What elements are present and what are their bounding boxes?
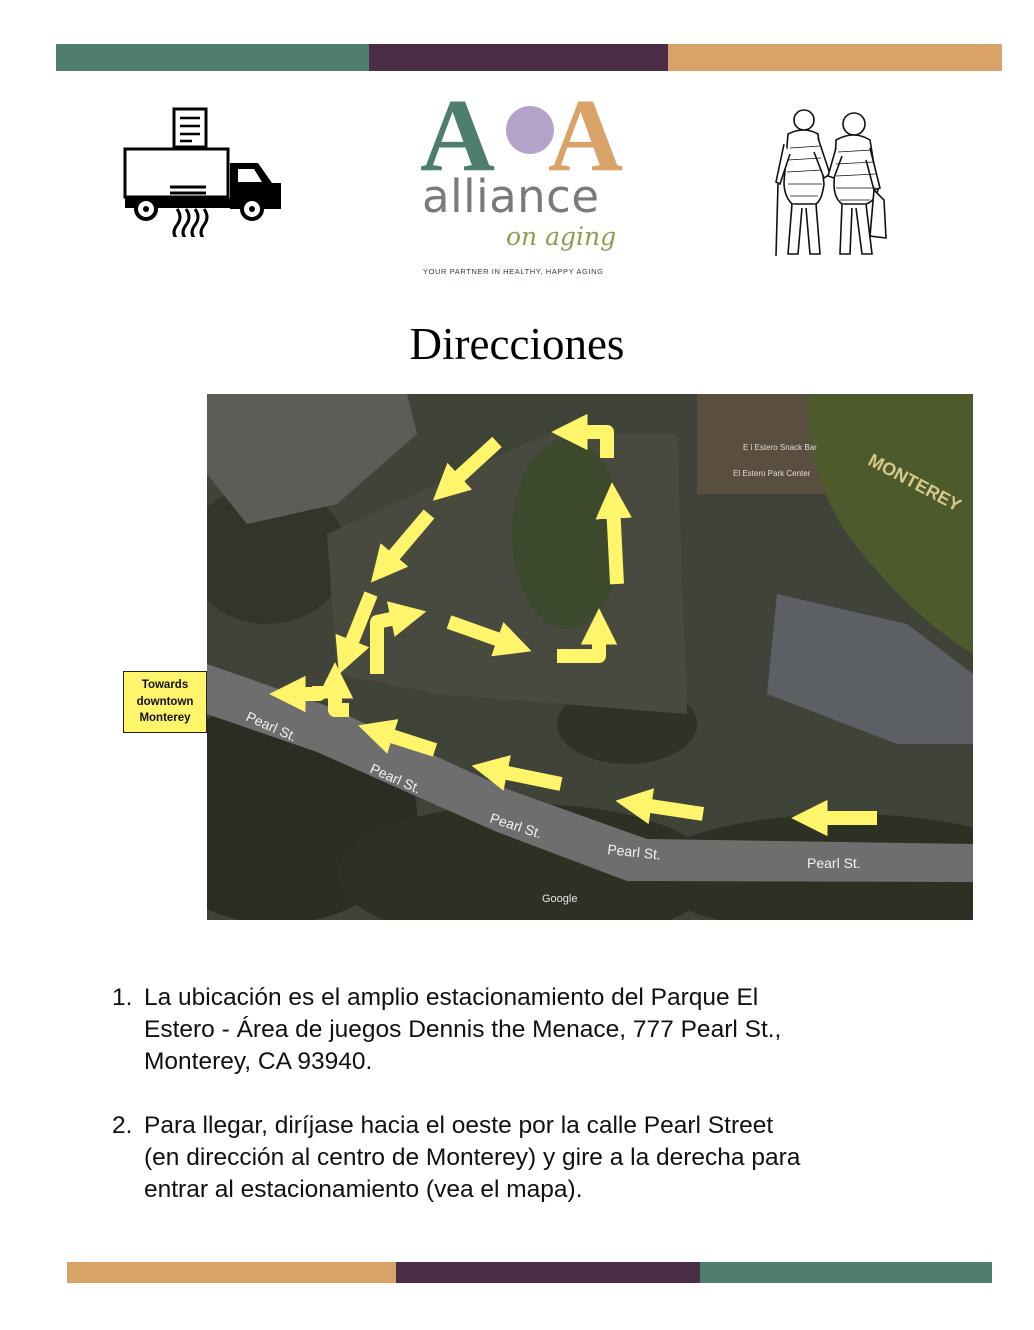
logo-on-aging-text: on aging: [506, 222, 617, 251]
direction-line: (en dirección al centro de Monterey) y gire a la derecha para: [144, 1144, 801, 1171]
top-color-bar: [56, 44, 1002, 71]
map-street-label: Pearl St.: [488, 809, 545, 842]
elderly-couple-walking-illustration: [766, 104, 894, 262]
map-field-text: MONTEREY: [865, 449, 965, 516]
bottom-bar-plum: [396, 1262, 700, 1283]
top-bar-plum: [369, 44, 668, 71]
direction-item: [112, 982, 932, 1078]
logo-letter-o: o: [512, 150, 513, 151]
direction-line: Estero - Área de juegos Dennis the Menace, 777 Pearl St.,: [144, 1016, 782, 1043]
direction-number: 1.: [112, 984, 133, 1011]
map-street-label: Pearl St.: [243, 708, 300, 745]
page-title: Direcciones: [409, 319, 625, 369]
map-street-label: Pearl St.: [606, 841, 662, 863]
delivery-truck-icon: [122, 105, 284, 237]
map-google-watermark: Google: [542, 893, 578, 905]
logo-tagline: YOUR PARTNER IN HEALTHY, HAPPY AGING: [423, 267, 604, 276]
logo-letter-a-left: A: [420, 88, 496, 178]
logo-o-shape: [506, 106, 554, 154]
bottom-bar-tan: [67, 1262, 396, 1283]
map-street-label: Pearl St.: [367, 760, 424, 797]
direction-number: 2.: [112, 1112, 133, 1139]
directions-list: [112, 982, 932, 1206]
logo-alliance-text: alliance: [422, 170, 600, 223]
direction-line: entrar al estacionamiento (vea el mapa).: [144, 1176, 583, 1203]
direction-arrow: [613, 504, 617, 584]
aoa-letters: [418, 88, 640, 178]
top-bar-tan: [668, 44, 1002, 71]
map-callout-downtown: Towards downtown Monterey: [123, 671, 207, 733]
direction-line: La ubicación es el amplio estacionamiento del Parque El: [144, 984, 759, 1011]
aoa-logo: [418, 88, 640, 284]
bottom-bar-teal: [700, 1262, 992, 1283]
top-bar-teal: [56, 44, 369, 71]
direction-arrow: [637, 804, 703, 814]
map-poi-label: E l Estero Snack Bar: [743, 443, 817, 452]
aerial-map: [207, 394, 973, 920]
bottom-color-bar: [67, 1262, 992, 1283]
direction-line: Para llegar, diríjase hacia el oeste por la calle Pearl Street: [144, 1112, 774, 1139]
logo-letter-a-right: A: [548, 88, 624, 178]
direction-arrow: [291, 686, 319, 694]
map-poi-label: El Estero Park Center: [733, 469, 811, 478]
map-street-label: Pearl St.: [807, 855, 861, 871]
direction-item: [112, 1110, 932, 1206]
map-planter-island: [512, 439, 622, 629]
direction-line: Monterey, CA 93940.: [144, 1048, 373, 1075]
